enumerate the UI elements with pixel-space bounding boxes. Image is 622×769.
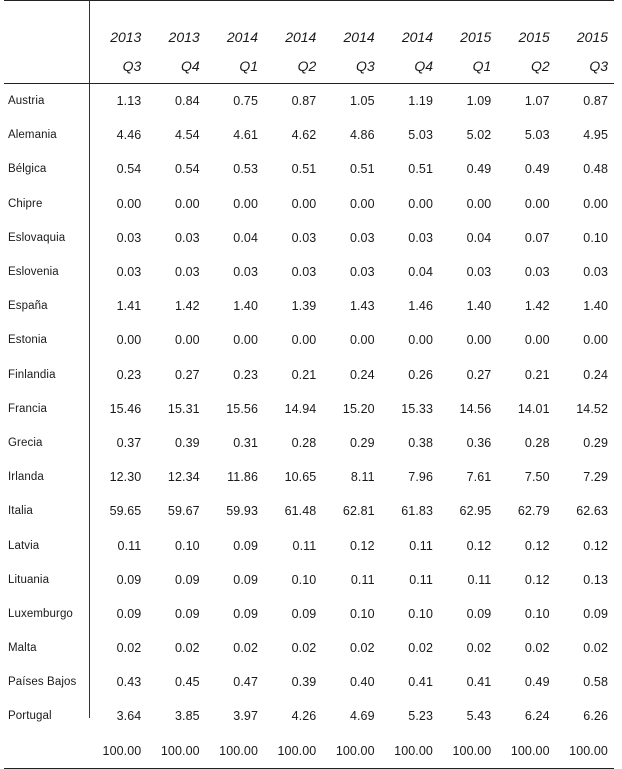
value-cell: 0.49 <box>524 162 550 177</box>
value-cell: 0.11 <box>409 538 433 553</box>
value-cell: 0.21 <box>291 367 317 382</box>
value-cell: 1.40 <box>466 299 492 314</box>
value-cell: 0.24 <box>583 367 608 382</box>
table-row <box>4 460 614 494</box>
total-cell: 100.00 <box>89 734 147 769</box>
country-cell: Lituania <box>8 573 50 586</box>
value-cell: 0.00 <box>524 196 550 211</box>
value-cell: 10.65 <box>284 470 317 485</box>
quarter-header: Q3 <box>322 49 380 84</box>
value-cell: 59.93 <box>226 504 259 519</box>
value-cell: 0.11 <box>350 572 375 587</box>
total-cell: 100.00 <box>497 734 555 769</box>
total-cell: 100.00 <box>439 734 497 769</box>
value-cell: 0.39 <box>174 435 200 450</box>
value-cell: 62.81 <box>342 504 375 519</box>
year-header: 2014 <box>401 29 433 45</box>
value-cell: 1.43 <box>349 299 375 314</box>
value-cell: 0.02 <box>466 641 492 656</box>
value-cell: 0.03 <box>583 265 608 280</box>
table-row <box>4 392 614 426</box>
value-cell: 0.09 <box>291 606 317 621</box>
value-cell: 0.03 <box>524 265 550 280</box>
value-cell: 0.28 <box>524 435 550 450</box>
total-cell: 100.00 <box>206 734 264 769</box>
value-cell: 0.00 <box>233 196 259 211</box>
year-header: 2015 <box>518 29 550 45</box>
value-cell: 0.00 <box>466 196 492 211</box>
value-cell: 7.29 <box>583 470 608 485</box>
table-row <box>4 289 614 323</box>
year-header: 2014 <box>226 29 259 45</box>
value-cell: 0.09 <box>583 606 608 621</box>
value-cell: 0.43 <box>116 675 142 690</box>
total-cell: 100.00 <box>264 734 322 769</box>
value-cell: 0.12 <box>349 538 375 553</box>
value-cell: 0.29 <box>349 435 375 450</box>
value-cell: 0.09 <box>174 572 200 587</box>
value-cell: 1.39 <box>291 299 317 314</box>
value-cell: 0.09 <box>233 572 259 587</box>
value-cell: 6.26 <box>583 709 608 724</box>
value-cell: 0.51 <box>408 162 433 177</box>
value-cell: 0.12 <box>524 572 550 587</box>
value-cell: 4.26 <box>291 709 317 724</box>
value-cell: 0.00 <box>583 196 608 211</box>
country-cell: Estonia <box>8 334 48 347</box>
column-divider <box>89 0 90 718</box>
value-cell: 0.02 <box>233 641 259 656</box>
value-cell: 1.41 <box>116 299 142 314</box>
value-cell: 0.00 <box>116 333 142 348</box>
value-cell: 0.02 <box>583 641 608 656</box>
quarter-header: Q3 <box>556 49 614 84</box>
value-cell: 1.46 <box>408 299 433 314</box>
value-cell: 0.00 <box>174 196 200 211</box>
value-cell: 4.46 <box>116 128 142 143</box>
table-row <box>4 528 614 562</box>
value-cell: 0.51 <box>349 162 375 177</box>
value-cell: 0.53 <box>233 162 259 177</box>
value-cell: 4.54 <box>174 128 200 143</box>
value-cell: 0.39 <box>291 675 317 690</box>
value-cell: 4.61 <box>233 128 259 143</box>
value-cell: 0.00 <box>408 333 433 348</box>
value-cell: 61.48 <box>284 504 317 519</box>
value-cell: 1.42 <box>174 299 200 314</box>
value-cell: 0.13 <box>583 572 608 587</box>
value-cell: 0.00 <box>408 196 433 211</box>
year-header: 2013 <box>110 29 142 45</box>
value-cell: 0.09 <box>174 606 200 621</box>
total-label-cell <box>4 734 89 769</box>
value-cell: 1.07 <box>524 94 550 109</box>
value-cell: 11.86 <box>227 470 259 485</box>
value-cell: 0.36 <box>466 435 492 450</box>
value-cell: 0.24 <box>349 367 375 382</box>
value-cell: 0.28 <box>291 435 317 450</box>
country-cell: Alemania <box>8 129 57 142</box>
value-cell: 0.37 <box>116 435 142 450</box>
value-cell: 15.31 <box>167 401 200 416</box>
table-row <box>4 665 614 699</box>
value-cell: 0.10 <box>349 606 375 621</box>
table-row <box>4 563 614 597</box>
value-cell: 62.95 <box>459 504 492 519</box>
value-cell: 14.52 <box>576 401 608 416</box>
value-cell: 1.40 <box>583 299 608 314</box>
value-cell: 7.96 <box>408 470 433 485</box>
value-cell: 7.50 <box>524 470 550 485</box>
value-cell: 14.56 <box>459 401 492 416</box>
country-cell: Irlanda <box>8 471 44 484</box>
country-cell: Países Bajos <box>8 676 77 689</box>
value-cell: 8.11 <box>350 470 375 485</box>
value-cell: 0.38 <box>408 435 433 450</box>
value-cell: 0.03 <box>174 265 200 280</box>
value-cell: 0.02 <box>291 641 317 656</box>
value-cell: 0.49 <box>524 675 550 690</box>
value-cell: 3.97 <box>233 709 259 724</box>
table-row <box>4 118 614 152</box>
table-row <box>4 426 614 460</box>
value-cell: 0.31 <box>233 435 259 450</box>
table-row <box>4 255 614 289</box>
header-corner <box>4 49 89 84</box>
quarter-header-row <box>4 49 614 84</box>
value-cell: 0.12 <box>583 538 608 553</box>
total-row <box>4 734 614 769</box>
value-cell: 0.41 <box>466 675 492 690</box>
quarter-header: Q1 <box>439 49 497 84</box>
value-cell: 0.00 <box>233 333 259 348</box>
country-cell: Eslovaquia <box>8 231 66 244</box>
value-cell: 62.63 <box>576 504 608 519</box>
value-cell: 1.13 <box>116 94 142 109</box>
data-table <box>4 0 614 769</box>
value-cell: 4.62 <box>291 128 317 143</box>
value-cell: 12.30 <box>109 470 142 485</box>
value-cell: 1.19 <box>408 94 433 109</box>
value-cell: 0.09 <box>233 538 259 553</box>
country-cell: Italia <box>8 505 33 518</box>
value-cell: 0.00 <box>349 196 375 211</box>
value-cell: 0.09 <box>466 606 492 621</box>
value-cell: 61.83 <box>401 504 433 519</box>
value-cell: 15.33 <box>401 401 433 416</box>
value-cell: 15.20 <box>342 401 375 416</box>
country-cell: Bélgica <box>8 163 47 176</box>
table-row <box>4 323 614 357</box>
value-cell: 4.69 <box>349 709 375 724</box>
value-cell: 0.47 <box>233 675 259 690</box>
value-cell: 0.11 <box>292 538 317 553</box>
value-cell: 0.29 <box>583 435 608 450</box>
value-cell: 0.10 <box>524 606 550 621</box>
value-cell: 6.24 <box>524 709 550 724</box>
quarter-header: Q4 <box>381 49 439 84</box>
value-cell: 0.00 <box>116 196 142 211</box>
country-cell: Grecia <box>8 436 43 449</box>
value-cell: 0.11 <box>409 572 433 587</box>
year-header: 2013 <box>168 29 200 45</box>
country-cell: Luxemburgo <box>8 607 73 620</box>
year-header: 2014 <box>285 29 317 45</box>
table-row <box>4 358 614 392</box>
value-cell: 0.10 <box>174 538 200 553</box>
value-cell: 0.26 <box>408 367 433 382</box>
value-cell: 0.00 <box>291 333 317 348</box>
value-cell: 0.23 <box>116 367 142 382</box>
total-cell: 100.00 <box>556 734 614 769</box>
value-cell: 5.03 <box>408 128 433 143</box>
header-corner <box>4 1 89 50</box>
value-cell: 15.46 <box>109 401 142 416</box>
value-cell: 0.87 <box>583 94 608 109</box>
value-cell: 0.03 <box>291 265 317 280</box>
value-cell: 3.85 <box>174 709 200 724</box>
value-cell: 0.10 <box>408 606 433 621</box>
value-cell: 0.10 <box>583 230 608 245</box>
table-header <box>4 1 614 84</box>
value-cell: 0.54 <box>174 162 200 177</box>
table-row <box>4 597 614 631</box>
value-cell: 0.23 <box>233 367 259 382</box>
value-cell: 0.11 <box>467 572 492 587</box>
value-cell: 0.04 <box>466 230 492 245</box>
value-cell: 15.56 <box>226 401 259 416</box>
value-cell: 0.54 <box>116 162 142 177</box>
table-row <box>4 84 614 119</box>
table-row <box>4 187 614 221</box>
value-cell: 0.09 <box>233 606 259 621</box>
quarter-header: Q2 <box>497 49 555 84</box>
value-cell: 12.34 <box>167 470 200 485</box>
value-cell: 0.11 <box>117 538 142 553</box>
table-body <box>4 84 614 769</box>
country-cell: Finlandia <box>8 368 56 381</box>
value-cell: 7.61 <box>466 470 492 485</box>
value-cell: 0.27 <box>466 367 492 382</box>
value-cell: 0.03 <box>408 230 433 245</box>
value-cell: 14.01 <box>517 401 550 416</box>
value-cell: 0.00 <box>583 333 608 348</box>
value-cell: 0.03 <box>233 265 259 280</box>
value-cell: 0.12 <box>524 538 550 553</box>
year-header-row <box>4 1 614 50</box>
value-cell: 5.23 <box>408 709 433 724</box>
value-cell: 0.03 <box>291 230 317 245</box>
value-cell: 0.09 <box>116 606 142 621</box>
value-cell: 0.02 <box>524 641 550 656</box>
value-cell: 1.09 <box>466 94 492 109</box>
year-header: 2015 <box>460 29 492 45</box>
value-cell: 0.00 <box>174 333 200 348</box>
value-cell: 5.43 <box>466 709 492 724</box>
total-cell: 100.00 <box>322 734 380 769</box>
value-cell: 1.40 <box>233 299 259 314</box>
value-cell: 0.51 <box>291 162 317 177</box>
value-cell: 0.49 <box>466 162 492 177</box>
value-cell: 0.84 <box>174 94 200 109</box>
table-row <box>4 152 614 186</box>
quarter-header: Q3 <box>89 49 147 84</box>
value-cell: 59.65 <box>109 504 142 519</box>
value-cell: 0.87 <box>291 94 317 109</box>
value-cell: 0.09 <box>116 572 142 587</box>
value-cell: 0.03 <box>349 265 375 280</box>
value-cell: 1.05 <box>349 94 375 109</box>
value-cell: 0.48 <box>583 162 608 177</box>
country-cell: Eslovenia <box>8 266 59 279</box>
value-cell: 0.02 <box>174 641 200 656</box>
value-cell: 62.79 <box>517 504 550 519</box>
country-cell: España <box>8 300 48 313</box>
value-cell: 0.27 <box>174 367 200 382</box>
value-cell: 1.42 <box>524 299 550 314</box>
value-cell: 0.58 <box>583 675 608 690</box>
country-cell: Latvia <box>8 539 40 552</box>
table-row <box>4 221 614 255</box>
value-cell: 0.02 <box>349 641 375 656</box>
value-cell: 0.75 <box>233 94 259 109</box>
year-header: 2015 <box>576 29 608 45</box>
value-cell: 0.00 <box>291 196 317 211</box>
value-cell: 0.45 <box>174 675 200 690</box>
table-row <box>4 631 614 665</box>
value-cell: 0.00 <box>349 333 375 348</box>
table-row <box>4 699 614 733</box>
value-cell: 0.41 <box>408 675 433 690</box>
value-cell: 5.02 <box>466 128 492 143</box>
table-row <box>4 494 614 528</box>
value-cell: 3.64 <box>116 709 142 724</box>
value-cell: 0.02 <box>408 641 433 656</box>
value-cell: 0.21 <box>524 367 550 382</box>
country-cell: Malta <box>8 642 37 655</box>
value-cell: 0.40 <box>349 675 375 690</box>
value-cell: 0.02 <box>116 641 142 656</box>
value-cell: 0.12 <box>466 538 492 553</box>
value-cell: 4.86 <box>349 128 375 143</box>
value-cell: 0.04 <box>233 230 259 245</box>
country-cell: Francia <box>8 402 48 415</box>
quarter-header: Q2 <box>264 49 322 84</box>
value-cell: 0.10 <box>291 572 317 587</box>
country-cell: Austria <box>8 95 45 108</box>
value-cell: 5.03 <box>524 128 550 143</box>
total-cell: 100.00 <box>147 734 205 769</box>
country-cell: Chipre <box>8 197 43 210</box>
year-header: 2014 <box>343 29 375 45</box>
value-cell: 59.67 <box>167 504 200 519</box>
value-cell: 14.94 <box>284 401 317 416</box>
value-cell: 0.03 <box>116 265 142 280</box>
value-cell: 0.00 <box>466 333 492 348</box>
value-cell: 0.04 <box>408 265 433 280</box>
quarter-header: Q1 <box>206 49 264 84</box>
value-cell: 0.03 <box>116 230 142 245</box>
value-cell: 0.03 <box>174 230 200 245</box>
country-cell: Portugal <box>8 710 52 723</box>
value-cell: 0.00 <box>524 333 550 348</box>
total-cell: 100.00 <box>381 734 439 769</box>
value-cell: 0.03 <box>466 265 492 280</box>
value-cell: 0.07 <box>524 230 550 245</box>
quarter-header: Q4 <box>147 49 205 84</box>
value-cell: 0.03 <box>349 230 375 245</box>
value-cell: 4.95 <box>583 128 608 143</box>
